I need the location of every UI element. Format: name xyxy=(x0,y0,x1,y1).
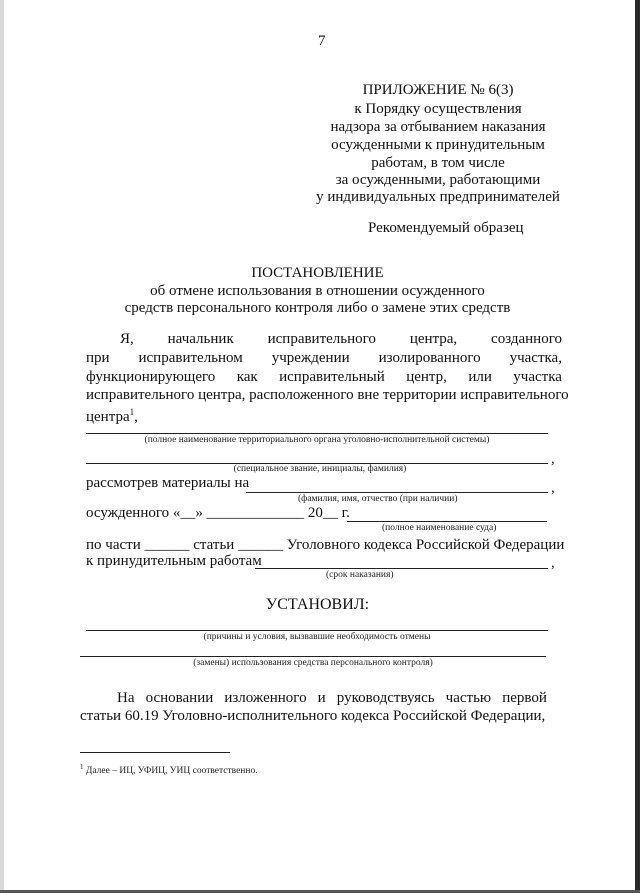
appendix-line: осужденными к принудительным xyxy=(331,137,545,153)
blank-line-territorial xyxy=(86,433,548,434)
paragraph-line: центра$^1$, xyxy=(86,407,138,425)
footnote-separator xyxy=(80,752,230,753)
appendix-line: надзора за отбыванием наказания xyxy=(330,119,546,135)
recommended-sample: Рекомендуемый образец xyxy=(368,220,524,236)
blank-line-replace xyxy=(80,656,546,657)
forced-labor-label: к принудительным работам xyxy=(86,553,262,569)
caption-court: (полное наименование суда) xyxy=(382,523,497,533)
caption-fio: (фамилия, имя, отчество (при наличии) xyxy=(298,494,458,504)
comma: , xyxy=(551,555,555,571)
article-line: по части ______ статьи ______ Уголовного кодекса Российской Федерации xyxy=(86,537,565,553)
reviewed-label: рассмотрев материалы на xyxy=(86,475,250,491)
blank-line-term xyxy=(255,568,548,569)
caption-rank: (специальное звание, инициалы, фамилия) xyxy=(233,464,407,474)
document-title: ПОСТАНОВЛЕНИЕ xyxy=(251,265,384,281)
caption-territorial: (полное наименование территориального органа уголовно-исполнительной системы) xyxy=(144,435,490,445)
appendix-title: ПРИЛОЖЕНИЕ № 6(3) xyxy=(362,82,514,98)
paragraph-line: На основании изложенного и руководствуясь частью первой xyxy=(117,690,547,706)
appendix-line: работам, в том числе xyxy=(371,155,505,171)
comma: , xyxy=(551,480,555,496)
footnote-ref: 1 xyxy=(129,407,135,417)
document-subtitle: средств персонального контроля либо о замене этих средств xyxy=(124,300,511,316)
appendix-line: у индивидуальных предпринимателей xyxy=(316,189,560,205)
caption-reasons: (причины и условия, вызвавшие необходимость отмены xyxy=(203,632,431,642)
document-subtitle: об отмене использования в отношении осужденного xyxy=(150,283,485,299)
caption-term: (срок наказания) xyxy=(326,570,394,580)
paragraph-line: Я, начальник исправительного центра, созданного xyxy=(120,331,562,347)
blank-line-fio xyxy=(246,492,548,493)
paragraph-line: функционирующего как исправительный центр, или участка xyxy=(86,369,562,385)
comma: , xyxy=(551,451,555,467)
footnote-number: 1 xyxy=(80,763,84,771)
scan-edge-left xyxy=(0,0,4,893)
scan-edge-right xyxy=(635,0,640,893)
paragraph-line: исправительного центра, расположенного вне территории исправительного xyxy=(86,387,569,403)
appendix-line: к Порядку осуществления xyxy=(354,101,522,117)
established-heading: УСТАНОВИЛ: xyxy=(265,596,370,613)
caption-replace: (замены) использования средства персонального контроля) xyxy=(193,658,433,668)
appendix-line: за осужденными, работающими xyxy=(335,172,541,188)
convicted-line: осужденного «__» _____________ 20__ г. xyxy=(86,505,350,521)
blank-line-court xyxy=(347,521,547,522)
paragraph-line: при исправительном учреждении изолированного участка, xyxy=(86,350,562,366)
footnote-text: Далее – ИЦ, УФИЦ, УИЦ соответственно. xyxy=(83,766,258,777)
page-number: 7 xyxy=(318,33,326,49)
blank-line-reasons xyxy=(86,630,548,631)
footnote xyxy=(80,762,258,777)
paragraph-line: статьи 60.19 Уголовно-исполнительного кодекса Российской Федерации, xyxy=(80,708,546,724)
